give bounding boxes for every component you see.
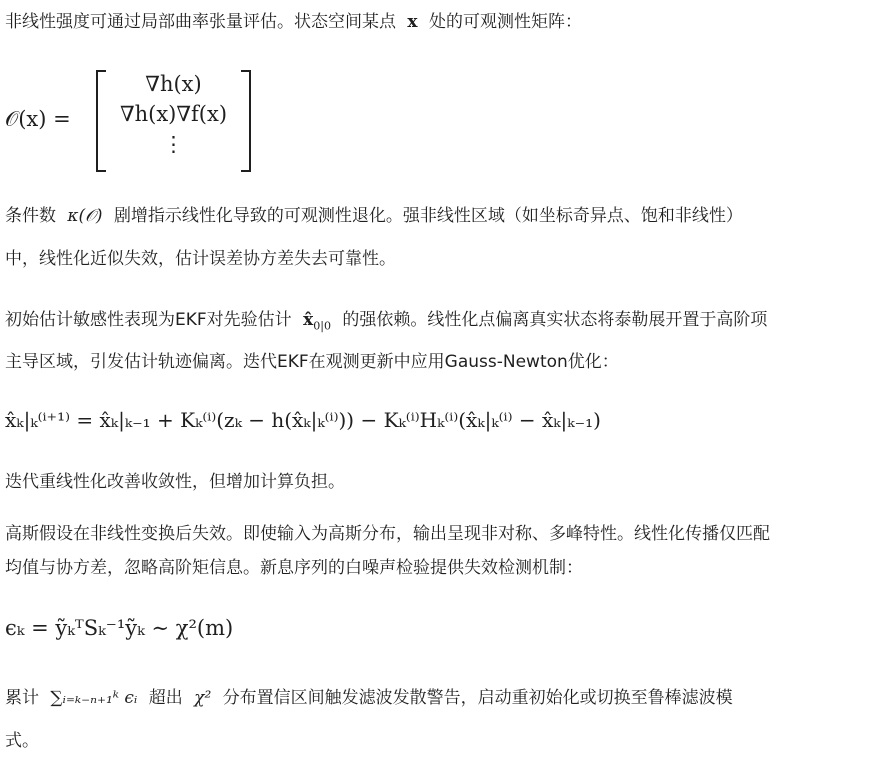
text: 处的可观测性矩阵： [428,12,582,32]
observability-matrix [96,70,251,170]
math-x: x [407,12,418,32]
text: 超出 [148,688,183,708]
equation-innovation-test: ϵₖ = ỹₖᵀSₖ⁻¹ỹₖ ∼ χ²(m) [5,616,234,640]
math-xhat: x̂ [303,310,314,330]
text: 条件数 [5,206,56,226]
text: 分布置信区间触发滤波发散警告，启动重初始化或切换至鲁棒滤波模 [222,688,733,708]
paragraph-5-line-2: 均值与协方差，忽略高阶矩信息。新息序列的白噪声检验提供失效检测机制： [5,558,583,578]
equation-iekf-update: x̂ₖ|ₖ⁽ⁱ⁺¹⁾ = x̂ₖ|ₖ₋₁ + Kₖ⁽ⁱ⁾(zₖ − h(x̂ₖ|ₖ⁽ⁱ⁾)) − Kₖ⁽ⁱ⁾Hₖ⁽ⁱ⁾(x̂ₖ|ₖ⁽ⁱ⁾ − x̂ₖ|ₖ₋₁) [5,408,601,432]
text: 非线性强度可通过局部曲率张量评估。状态空间某点 [5,12,396,32]
equation-observability-lhs [5,107,71,132]
paragraph-2-line-2: 中，线性化近似失效，估计误差协方差失去可靠性。 [5,249,396,269]
text: 剧增指示线性化导致的可观测性退化。强非线性区域（如坐标奇异点、饱和非线性） [113,206,743,226]
eq1-lhs: 𝒪(x) = [5,107,71,131]
text: 的强依赖。线性化点偏离真实状态将泰勒展开置于高阶项 [342,310,768,330]
text: 初始估计敏感性表现为EKF对先验估计 [5,310,292,330]
paragraph-3-line-2: 主导区域，引发估计轨迹偏离。迭代EKF在观测更新中应用Gauss-Newton优化： [5,352,619,372]
paragraph-1-line-1 [5,14,582,31]
paragraph-5-line-1: 高斯假设在非线性变换后失效。即使输入为高斯分布，输出呈现非对称、多峰特性。线性化传播仅匹配 [5,524,770,544]
paragraph-2-line-1 [5,208,743,225]
paragraph-3-line-1 [5,312,767,331]
math-chi: χ² [194,688,212,708]
math-sum: ∑ᵢ₌ₖ₋ₙ₊₁ᵏ ϵᵢ [50,688,138,708]
matrix-row-2: ∇h(x)∇f(x) [119,102,228,126]
math-sub: 0|0 [313,319,331,333]
paragraph-4-line-1: 迭代重线性化改善收敛性，但增加计算负担。 [5,472,345,492]
paragraph-6-line-2: 式。 [5,731,39,751]
text: 累计 [5,688,39,708]
paragraph-6-line-1 [5,690,733,707]
matrix-row-1: ∇h(x) [145,72,202,96]
matrix-row-3: ⋮ [163,132,184,156]
math-kappa: κ(𝒪) [67,206,103,226]
